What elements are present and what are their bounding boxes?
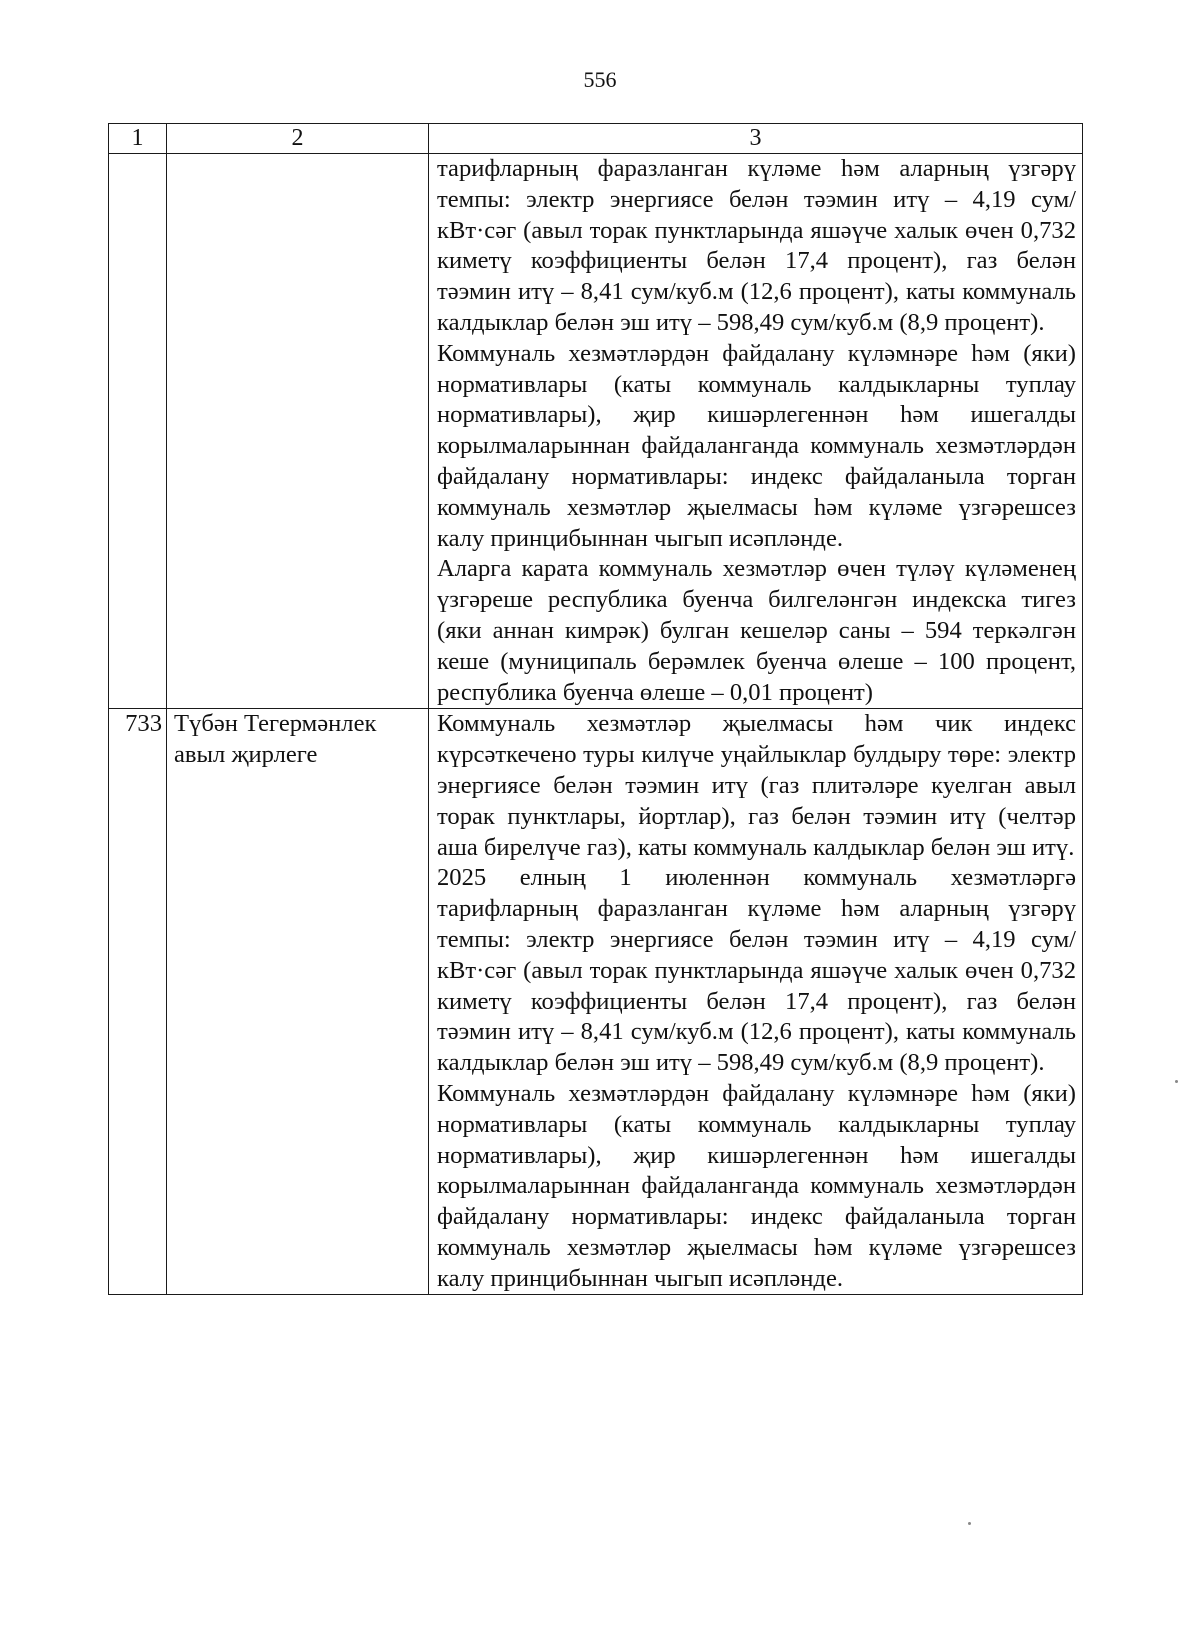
column-header-2: 2 [167,124,429,154]
row-number-cell: 733 [109,709,167,1295]
description-paragraph: 2025 елның 1 июленнән коммуналь хезмәтләргә тарифларның фаразланган күләме һәм аларның үзгәрү темпы: электр энергиясе белән тәэмин итү – 4,19 сум/кВт·сәг (авыл торак пунктларында яшәүче халык өчен 0,732 киметү коэффициенты белән 17,4 процент), газ белән тәэмин итү – 8,41 сум/куб.м (12,6 процент), каты коммуналь калдыклар белән эш итү – 598,49 сум/куб.м (8,9 процент). [437,864,1076,1077]
description-paragraph: Коммуналь хезмәтләрдән файдалану күләмнәре һәм (яки) нормативлары (каты коммуналь калдыкларны туплау нормативлары), җир кишәрлегеннән һәм ишегалды корылмаларыннан файдаланганда коммуналь хезмәтләрдән файдалану нормативлары: индекс файдаланыла торган коммуналь хезмәтләр җыелмасы һәм күләме үзгәрешсез калу принцибыннан чыгып исәпләнде. [437,339,1076,552]
row-number-cell [109,154,167,709]
table-header-row [109,124,1083,154]
table-row [109,154,1083,709]
description-paragraph: Коммуналь хезмәтләр җыелмасы һәм чик индекс күрсәткечено туры килүче уңайлыклар булдыру төре: электр энергиясе белән тәэмин итү (газ плитәләре куелган авыл торак пунктлары, йортлар), газ белән тәэмин итү (челтәр аша бирелүче газ), каты коммуналь калдыклар белән эш итү. [437,710,1076,861]
description-paragraph: Коммуналь хезмәтләрдән файдалану күләмнәре һәм (яки) нормативлары (каты коммуналь калдыкларны туплау нормативлары), җир кишәрлегеннән һәм ишегалды корылмаларыннан файдаланганда коммуналь хезмәтләрдән файдалану нормативлары: индекс файдаланыла торган коммуналь хезмәтләр җыелмасы һәм күләме үзгәрешсез калу принцибыннан чыгып исәпләнде. [437,1079,1076,1292]
table-row [109,709,1083,1295]
description-paragraph: Аларга карата коммуналь хезмәтләр өчен түләү күләменең үзгәреше республика буенча билгеләнгән индекска тигез (яки аннан кимрәк) булган кешеләр саны – 594 теркәлгән кеше (муниципаль берәмлек буенча өлеше – 100 процент, республика буенча өлеше – 0,01 процент) [437,555,1076,706]
page-number: 556 [583,67,617,92]
description-cell [429,709,1083,1295]
column-header-1: 1 [109,124,167,154]
column-header-3: 3 [429,124,1083,154]
description-cell [429,154,1083,709]
scan-speck [968,1522,971,1525]
settlement-name-cell: Түбән Тегермәнлек авыл җирлеге [167,709,429,1295]
municipal-tariff-table [108,123,1083,1295]
settlement-name-cell [167,154,429,709]
scan-speck [1175,1080,1178,1083]
description-paragraph: тарифларның фаразланган күләме һәм аларның үзгәрү темпы: электр энергиясе белән тәэмин итү – 4,19 сум/кВт·сәг (авыл торак пунктларында яшәүче халык өчен 0,732 киметү коэффициенты белән 17,4 процент), газ белән тәэмин итү – 8,41 сум/куб.м (12,6 процент), каты коммуналь калдыклар белән эш итү – 598,49 сум/куб.м (8,9 процент). [437,155,1076,336]
